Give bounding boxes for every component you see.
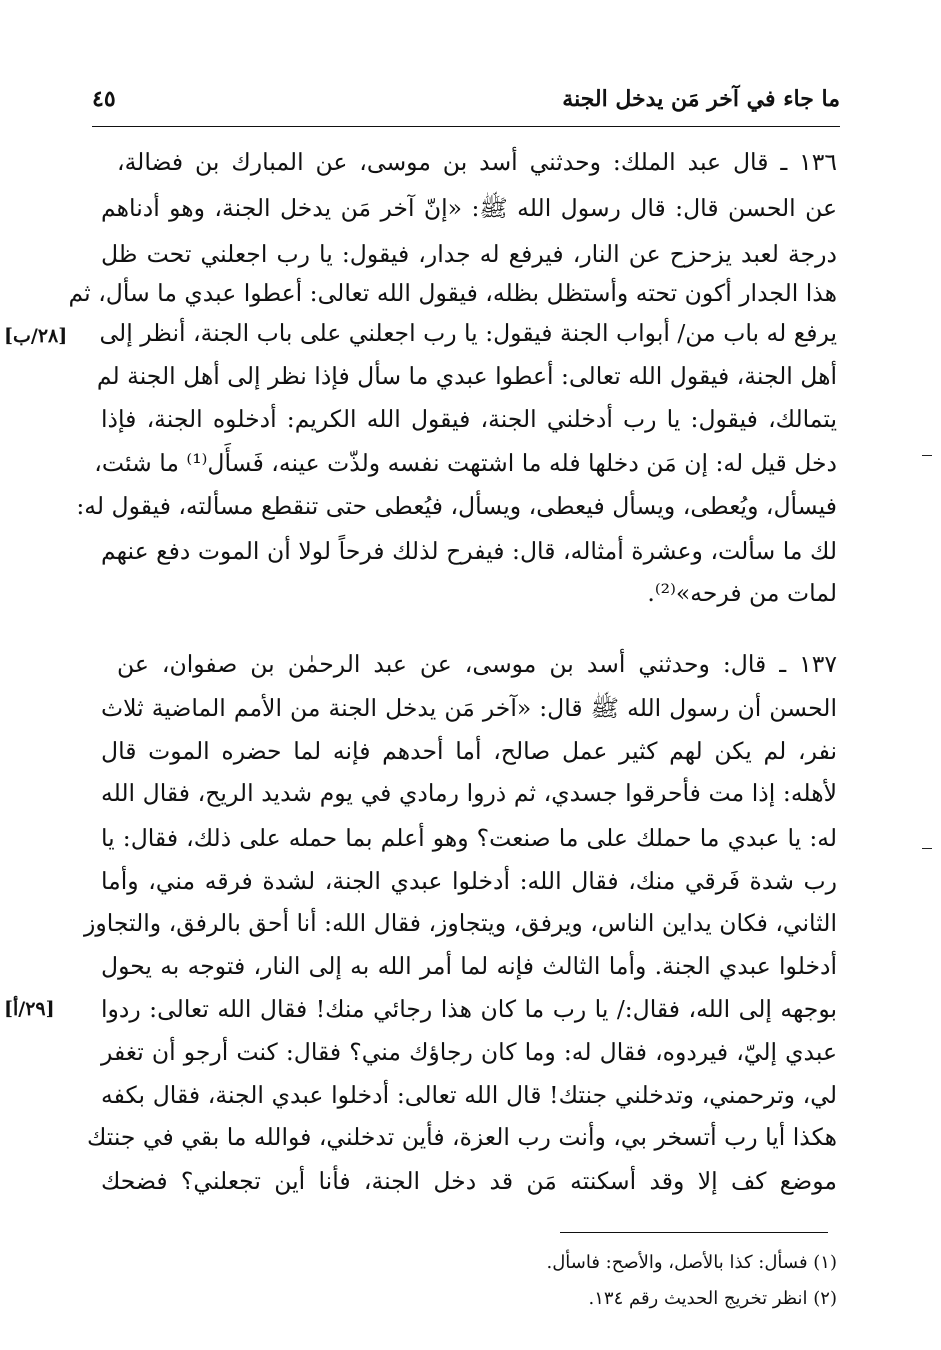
text-line: يرفع له باب من/ أبواب الجنة فيقول: يا رب اجعلني على باب الجنة، أنظر إلى (99, 319, 837, 347)
text-line: يتمالك، فيقول: يا رب أدخلني الجنة، فيقول الله الكريم: أدخلوه الجنة، فإذا (101, 405, 837, 433)
text-line: هكذا أيا رب أتسخر بي، وأنت رب العزة، فأين تدخلني، فوالله ما بقي في جنتك (86, 1123, 837, 1151)
text-line: أهل الجنة، فيقول الله تعالى: أعطوا عبدي ما سأل فإذا نظر إلى أهل الجنة لم (96, 362, 837, 390)
text-line: ١٣٦ ـ قال عبد الملك: وحدثني أسد بن موسى، عن المبارك بن فضالة، (117, 148, 837, 176)
text-line: فيسأل، ويُعطى، ويسأل فيعطى، ويسأل، فيُعطى حتى تنقطع مسألته، فيقول له: (76, 492, 837, 520)
header-rule (92, 126, 840, 127)
folio-margin-note: [٢٩/أ] (4, 998, 55, 1020)
text-line: نفر، لم يكن لهم كثير عمل صالح، أما أحدهم فإنه لما حضره الموت قال (101, 737, 837, 765)
text-line: بوجهه إلى الله، فقال:/ يا رب ما كان هذا رجائي منك! فقال الله تعالى: ردوا (101, 995, 837, 1023)
text-line: لأهله: إذا مت فأحرقوا جسدي، ثم ذروا رمادي في يوم شديد الريح، فقال الله (101, 779, 837, 807)
text-line: الثاني، فكان يداين الناس، ويرفق، ويتجاوز، فقال الله: أنا أحق بالرفق، والتجاوز (84, 909, 837, 937)
text-line: درجة لعبد يزحزح عن النار، فيرفع له جدار، فيقول: يا رب اجعلني تحت ظل (101, 240, 837, 268)
folio-margin-note: [٢٨/ب] (4, 325, 68, 347)
header-title: ما جاء في آخر مَن يدخل الجنة (562, 86, 840, 112)
text-line: دخل قيل له: إن مَن دخلها فله ما اشتهت نفسه ولذّت عينه، فَسأَل⁽¹⁾ ما شئت، (94, 449, 837, 477)
text-line: هذا الجدار أكون تحته وأستظل بظله، فيقول الله تعالى: أعطوا عبدي ما سأل، ثم (68, 279, 837, 307)
text-line: الحسن أن رسول الله ﷺ قال: «آخر مَن يدخل الجنة من الأمم الماضية ثلاث (101, 694, 837, 722)
text-line: أدخلوا عبدي الجنة. وأما الثالث فإنه لما أمر الله به إلى النار، فتوجه به يحول (101, 952, 837, 980)
footnote: (١) فسأل: كذا بالأصل، والأصح: فاسأل. (546, 1252, 837, 1273)
text-line: لي، وترحمني، وتدخلني جنتك! قال الله تعالى: أدخلوا عبدي الجنة، فقال بكفه (101, 1081, 837, 1109)
text-line: لمات من فرحه»⁽²⁾. (647, 579, 837, 607)
text-line: عن الحسن قال: قال رسول الله ﷺ: «إنّ آخر مَن يدخل الجنة، وهو أدناهم (101, 194, 837, 222)
page-number: ٤٥ (92, 86, 116, 112)
text-line: رب شدة فَرقي منك، فقال الله: أدخلوا عبدي الجنة، لشدة فرقه مني، وأما (101, 867, 837, 895)
margin-tick (922, 455, 932, 456)
running-header (92, 86, 840, 120)
footnote-rule (560, 1232, 828, 1233)
text-line: موضع كف إلا وقد أسكنته مَن قد دخل الجنة، فأنا أين تجعلني؟ فضحك (101, 1167, 837, 1195)
text-line: ١٣٧ ـ قال: وحدثني أسد بن موسى، عن عبد الرحمٰن بن صفوان، عن (117, 650, 837, 678)
text-line: عبدي إليّ، فيردوه، فقال له: وما كان رجاؤك مني؟ فقال: كنت أرجو أن تغفر (101, 1038, 837, 1066)
text-line: لك ما سألت، وعشرة أمثاله، قال: فيفرح لذلك فرحاً لولا أن الموت دفع عنهم (101, 537, 837, 565)
text-line: له: يا عبدي ما حملك على ما صنعت؟ وهو أعلم بما حمله على ذلك، فقال: يا (101, 824, 837, 852)
footnote: (٢) انظر تخريج الحديث رقم ١٣٤. (588, 1288, 837, 1309)
margin-tick (922, 848, 932, 849)
